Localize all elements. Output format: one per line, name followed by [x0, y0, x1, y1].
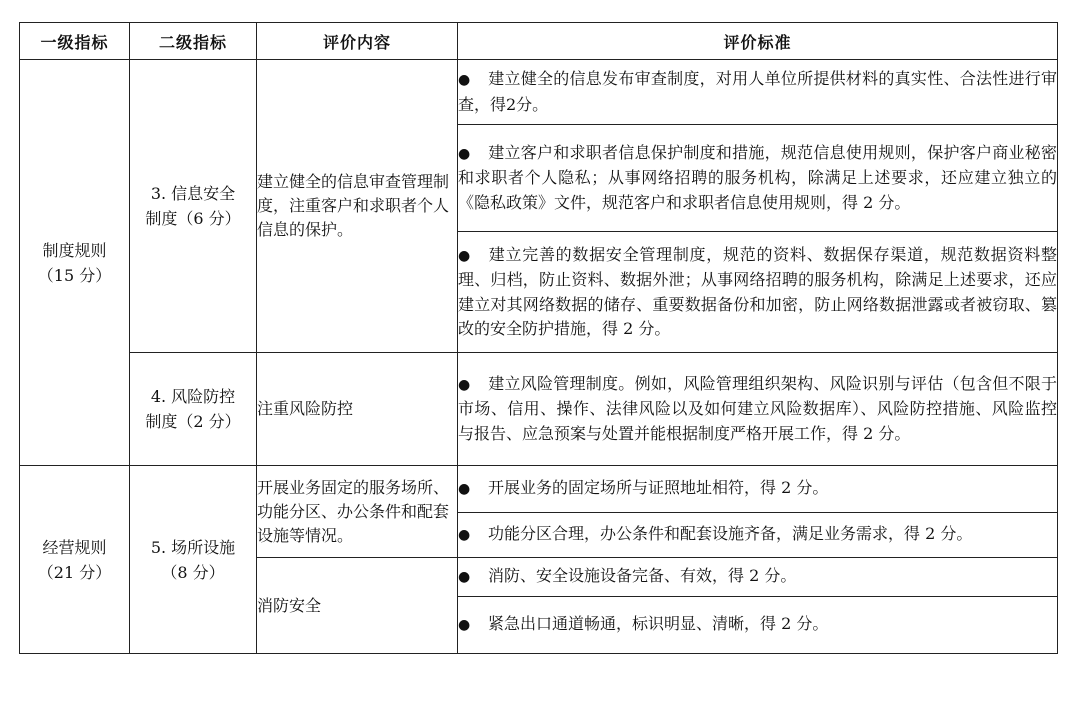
- content-cell: 开展业务固定的服务场所、功能分区、办公条件和配套设施等情况。: [257, 466, 458, 558]
- level1-score: （21 分）: [37, 562, 112, 582]
- level2-cell-info-security: [130, 60, 257, 353]
- standard-text: 建立完善的数据安全管理制度，规范的资料、数据保存渠道，规范数据资料整理、归档，防止资料、数据外泄；从事网络招聘的服务机构，除满足上述要求，还应建立对其网络数据的储存、重要数据备份和加密，防止网络数据泄露或者被窃取、篡改的安全防护措施，得 2 分。: [458, 244, 1057, 338]
- level2-score: 制度（6 分）: [145, 209, 241, 228]
- bullet-icon: ●: [458, 72, 471, 88]
- table-row: [20, 466, 1058, 513]
- table-row: [20, 353, 1058, 466]
- level1-cell-operation: [20, 466, 130, 654]
- standard-text: 功能分区合理，办公条件和配套设施齐备，满足业务需求，得 2 分。: [488, 524, 973, 544]
- level1-cell-rules: [20, 60, 130, 466]
- level2-score: 制度（2 分）: [145, 412, 241, 431]
- standard-cell: [458, 232, 1058, 353]
- bullet-icon: ●: [458, 569, 471, 586]
- bullet-icon: ●: [458, 145, 471, 162]
- level2-cell-facilities: [130, 466, 257, 654]
- level1-score: （15 分）: [37, 265, 112, 285]
- content-cell: 消防安全: [257, 558, 458, 654]
- level2-name: 4. 风险防控: [150, 387, 236, 406]
- header-level2: 二级指标: [130, 23, 257, 60]
- bullet-icon: ●: [458, 617, 471, 634]
- header-standard: 评价标准: [458, 23, 1058, 60]
- standard-text: 开展业务的固定场所与证照地址相符，得 2 分。: [488, 478, 829, 498]
- header-content: 评价内容: [257, 23, 458, 60]
- standard-text: 建立风险管理制度。例如，风险管理组织架构、风险识别与评估（包含但不限于市场、信用、操作、法律风险以及如何建立风险数据库）、风险防控措施、风险监控与报告、应急预案与处置并能根据制度严格开展工作，得 2 分。: [458, 373, 1057, 443]
- content-cell: 建立健全的信息审查管理制度，注重客户和求职者个人信息的保护。: [257, 60, 458, 353]
- level2-cell-risk-control: [130, 353, 257, 466]
- standard-cell: [458, 125, 1058, 232]
- level1-name: 经营规则: [42, 537, 107, 557]
- bullet-icon: ●: [458, 527, 471, 544]
- header-row: [20, 23, 1058, 60]
- table-row: [20, 60, 1058, 125]
- bullet-icon: ●: [458, 376, 471, 393]
- standard-text: 建立健全的信息发布审查制度，对用人单位所提供材料的真实性、合法性进行审查，得2分。: [458, 69, 1057, 114]
- level2-name: 3. 信息安全: [150, 184, 236, 203]
- level2-name: 5. 场所设施: [150, 537, 236, 557]
- standard-cell: [458, 353, 1058, 466]
- standard-text: 消防、安全设施设备完备、有效，得 2 分。: [488, 566, 797, 586]
- content-cell: 注重风险防控: [257, 353, 458, 466]
- level2-score: （8 分）: [161, 562, 225, 582]
- standard-cell: [458, 558, 1058, 597]
- standard-cell: [458, 597, 1058, 654]
- bullet-icon: ●: [458, 481, 471, 498]
- standard-text: 紧急出口通道畅通，标识明显、清晰，得 2 分。: [488, 614, 829, 634]
- bullet-icon: ●: [458, 247, 471, 264]
- standard-text: 建立客户和求职者信息保护制度和措施，规范信息使用规则，保护客户商业秘密和求职者个人隐私；从事网络招聘的服务机构，除满足上述要求，还应建立独立的《隐私政策》文件，规范客户和求职者信息使用规则，得 2 分。: [458, 142, 1057, 212]
- level1-name: 制度规则: [42, 240, 107, 260]
- standard-cell: [458, 513, 1058, 558]
- standard-cell: [458, 60, 1058, 125]
- evaluation-table: [19, 22, 1058, 654]
- standard-cell: [458, 466, 1058, 513]
- header-level1: 一级指标: [20, 23, 130, 60]
